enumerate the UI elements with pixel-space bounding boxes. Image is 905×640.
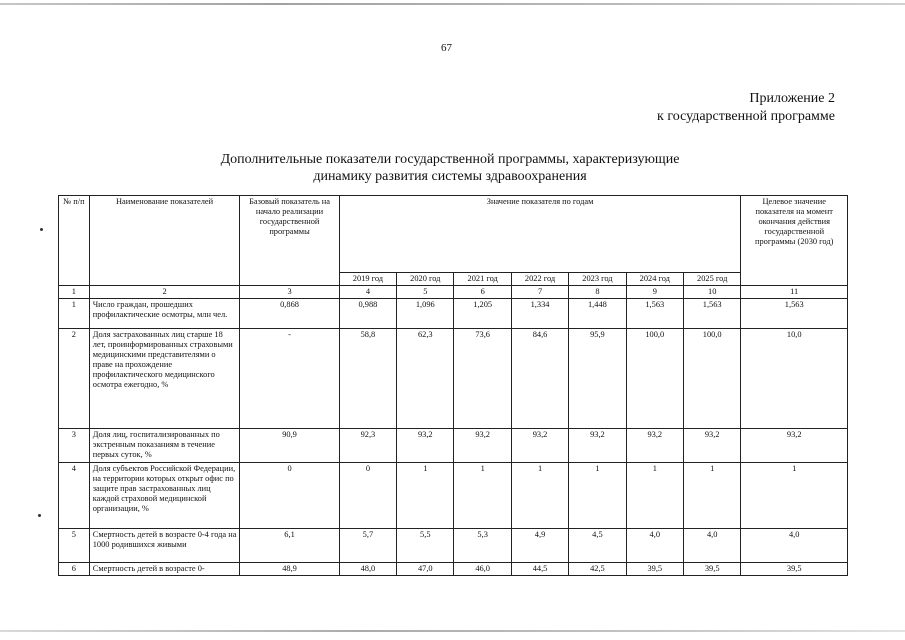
row-target: 10,0 (741, 329, 848, 429)
row-value: 5,5 (397, 529, 454, 563)
appendix-line-2: к государственной программе (657, 109, 835, 124)
row-value: 1,096 (397, 299, 454, 329)
row-value: 1 (626, 463, 683, 529)
row-name: Доля лиц, госпитализированных по экстренным показаниям в течение первых суток, % (89, 429, 240, 463)
column-number: 2 (89, 286, 240, 299)
column-number: 10 (683, 286, 740, 299)
row-value: 1,448 (569, 299, 626, 329)
row-name: Число граждан, прошедших профилактические осмотры, млн чел. (89, 299, 240, 329)
header-year: 2024 год (626, 273, 683, 286)
header-year: 2023 год (569, 273, 626, 286)
row-target: 4,0 (741, 529, 848, 563)
row-value: 1 (511, 463, 568, 529)
row-value: 62,3 (397, 329, 454, 429)
row-value: 1,563 (626, 299, 683, 329)
row-value: 92,3 (339, 429, 396, 463)
table-row (59, 463, 848, 529)
row-value: 5,3 (454, 529, 511, 563)
row-num: 2 (59, 329, 90, 429)
row-name: Смертность детей в возрасте 0-4 года на 1000 родившихся живыми (89, 529, 240, 563)
row-value: 1 (683, 463, 740, 529)
row-name: Доля застрахованных лиц старше 18 лет, проинформированных страховыми медицинскими представителями о праве на прохождение профилактического медицинского осмотра ежегодно, % (89, 329, 240, 429)
column-number: 7 (511, 286, 568, 299)
row-name: Доля субъектов Российской Федерации, на территории которых открыт офис по защите прав застрахованных лиц каждой страховой медицинской организации, % (89, 463, 240, 529)
appendix-caption (657, 90, 835, 126)
column-number: 5 (397, 286, 454, 299)
row-value: 1,334 (511, 299, 568, 329)
scan-speck (40, 228, 43, 231)
row-value: 39,5 (626, 563, 683, 576)
row-value: 1 (569, 463, 626, 529)
row-value: 73,6 (454, 329, 511, 429)
row-value: 42,5 (569, 563, 626, 576)
row-value: 100,0 (626, 329, 683, 429)
row-num: 3 (59, 429, 90, 463)
row-value: 93,2 (626, 429, 683, 463)
row-num: 6 (59, 563, 90, 576)
column-number: 1 (59, 286, 90, 299)
row-value: 0,988 (339, 299, 396, 329)
header-year: 2020 год (397, 273, 454, 286)
row-value: 1 (454, 463, 511, 529)
row-value: 4,0 (626, 529, 683, 563)
column-number: 9 (626, 286, 683, 299)
scan-edge-bottom (0, 630, 905, 632)
row-value: 100,0 (683, 329, 740, 429)
header-name: Наименование показателей (89, 196, 240, 286)
row-value: 84,6 (511, 329, 568, 429)
column-number: 6 (454, 286, 511, 299)
row-base: 48,9 (240, 563, 339, 576)
row-num: 5 (59, 529, 90, 563)
row-base: 0 (240, 463, 339, 529)
row-value: 1,205 (454, 299, 511, 329)
row-value: 93,2 (397, 429, 454, 463)
document-title (150, 151, 750, 185)
row-value: 58,8 (339, 329, 396, 429)
title-line-1: Дополнительные показатели государственной программы, характеризующие (220, 152, 680, 167)
row-value: 48,0 (339, 563, 396, 576)
row-value: 4,5 (569, 529, 626, 563)
row-value: 93,2 (454, 429, 511, 463)
table-row (59, 529, 848, 563)
header-target: Целевое значение показателя на момент окончания действия государственной программы (2030 год) (741, 196, 848, 286)
appendix-line-1: Приложение 2 (749, 91, 835, 106)
scan-speck (38, 514, 41, 517)
row-value: 44,5 (511, 563, 568, 576)
indicators-table (58, 195, 848, 576)
row-value: 1,563 (683, 299, 740, 329)
row-value: 4,9 (511, 529, 568, 563)
title-line-2: динамику развития системы здравоохранения (313, 169, 587, 184)
row-value: 39,5 (683, 563, 740, 576)
header-num: № п/п (59, 196, 90, 286)
row-value: 93,2 (569, 429, 626, 463)
page-number: 67 (441, 42, 452, 54)
table-row (59, 329, 848, 429)
row-value: 0 (339, 463, 396, 529)
row-base: 0,868 (240, 299, 339, 329)
row-value: 4,0 (683, 529, 740, 563)
row-value: 95,9 (569, 329, 626, 429)
row-target: 39,5 (741, 563, 848, 576)
header-year: 2021 год (454, 273, 511, 286)
table-row (59, 299, 848, 329)
header-base: Базовый показатель на начало реализации государственной программы (240, 196, 339, 286)
column-number: 11 (741, 286, 848, 299)
table-row (59, 429, 848, 463)
row-value: 93,2 (511, 429, 568, 463)
row-base: - (240, 329, 339, 429)
row-name: Смертность детей в возрасте 0- (89, 563, 240, 576)
row-num: 1 (59, 299, 90, 329)
column-number-row (59, 286, 848, 299)
column-number: 4 (339, 286, 396, 299)
row-value: 1 (397, 463, 454, 529)
scan-edge-top (0, 3, 905, 5)
row-target: 1 (741, 463, 848, 529)
row-base: 6,1 (240, 529, 339, 563)
header-year: 2025 год (683, 273, 740, 286)
table-row (59, 563, 848, 576)
header-row (59, 196, 848, 273)
header-years-group: Значение показателя по годам (339, 196, 741, 273)
row-target: 1,563 (741, 299, 848, 329)
header-year: 2022 год (511, 273, 568, 286)
row-value: 46,0 (454, 563, 511, 576)
row-target: 93,2 (741, 429, 848, 463)
row-value: 93,2 (683, 429, 740, 463)
header-year: 2019 год (339, 273, 396, 286)
column-number: 3 (240, 286, 339, 299)
column-number: 8 (569, 286, 626, 299)
row-base: 90,9 (240, 429, 339, 463)
row-num: 4 (59, 463, 90, 529)
row-value: 5,7 (339, 529, 396, 563)
row-value: 47,0 (397, 563, 454, 576)
